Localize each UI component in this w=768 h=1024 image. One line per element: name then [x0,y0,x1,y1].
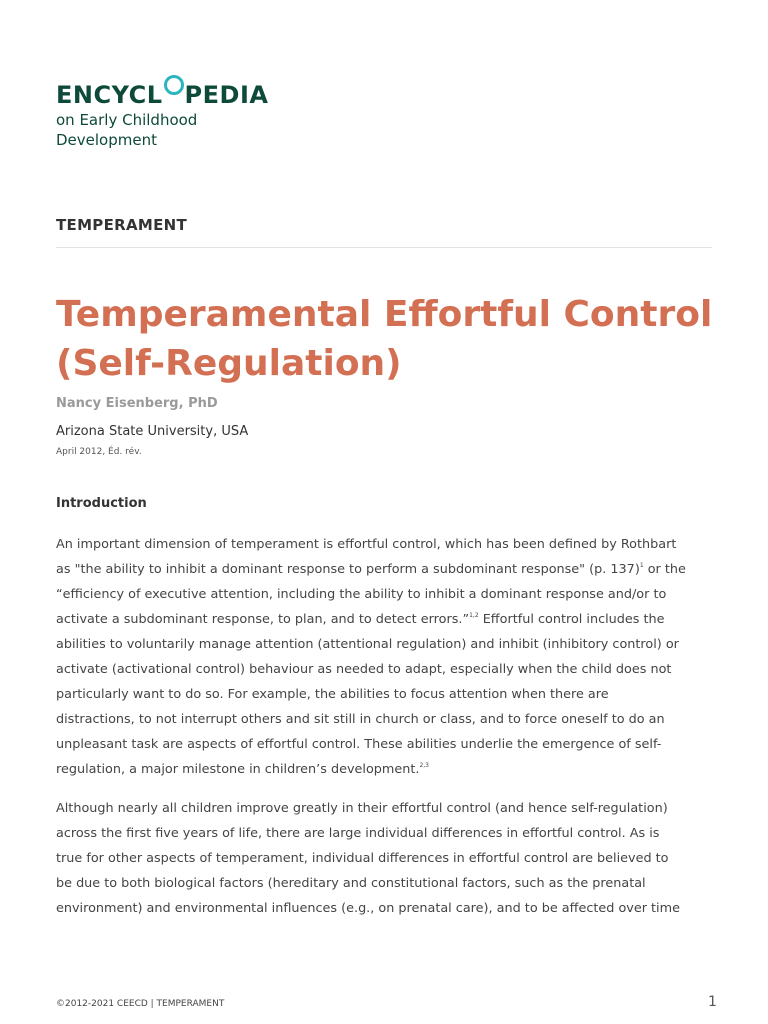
paragraph-line: activate (activational control) behaviour as needed to adapt, especially when the child does not [56,662,672,677]
paragraph-line [56,757,716,782]
text-run: activate a subdominant response, to plan, and to detect errors.” [56,612,470,627]
paragraph-line: be due to both biological factors (hereditary and constitutional factors, such as the prenatal [56,876,646,891]
logo-subtitle-line2: Development [56,131,157,149]
paragraph-line: true for other aspects of temperament, individual differences in effortful control are believed to [56,851,669,866]
paragraph-line: abilities to voluntarily manage attention (attentional regulation) and inhibit (inhibitory control) or [56,637,679,652]
paragraph-line: “efficiency of executive attention, including the ability to inhibit a dominant response and/or to [56,587,667,602]
paragraph-line: environment) and environmental influences (e.g., on prenatal care), and to be affected over time [56,901,680,916]
logo-subtitle-line1: on Early Childhood [56,111,198,129]
article-title: Temperamental Effortful Control (Self-Regulation) [56,294,713,384]
text-run: or the [643,562,686,577]
citation-superscript: 2,3 [419,762,429,769]
text-run: Effortful control includes the [478,612,665,627]
logo-word-start: ENCYCL [56,81,163,109]
header-divider [56,247,712,248]
category-label: TEMPERAMENT [56,216,188,234]
paragraph-line: across the first five years of life, there are large individual differences in effortful control. As is [56,826,660,841]
paragraph-2 [56,796,716,921]
paragraph-line: distractions, to not interrupt others and sit still in church or class, and to force oneself to do an [56,712,665,727]
footer-copyright: ©2012-2021 CEECD | TEMPERAMENT [56,999,225,1009]
author-affiliation: Arizona State University, USA [56,424,249,439]
logo-word-end: PEDIA [184,81,269,109]
paragraph-line: An important dimension of temperament is effortful control, which has been defined by Rothbart [56,537,677,552]
paragraph-line [56,607,716,632]
paragraph-line: particularly want to do so. For example, the abilities to focus attention when there are [56,687,609,702]
logo-circle-icon [164,75,184,95]
section-heading-introduction: Introduction [56,496,147,511]
paragraph-line: unpleasant task are aspects of effortful control. These abilities underlie the emergence of self- [56,737,662,752]
author-name: Nancy Eisenberg, PhD [56,396,218,411]
logo-wordmark [56,80,268,110]
citation-superscript: 1 [639,562,644,569]
text-run: regulation, a major milestone in children’s development. [56,762,420,777]
publication-date: April 2012, Éd. rév. [56,447,142,457]
paragraph-line [56,557,716,582]
citation-superscript: 1,2 [469,612,479,619]
page-number: 1 [708,994,717,1010]
paragraph-line: Although nearly all children improve greatly in their effortful control (and hence self-regulation) [56,801,668,816]
text-run: as "the ability to inhibit a dominant response to perform a subdominant response" (p. 137) [56,562,640,577]
paragraph-1 [56,532,716,782]
encyclopedia-logo [56,80,268,150]
